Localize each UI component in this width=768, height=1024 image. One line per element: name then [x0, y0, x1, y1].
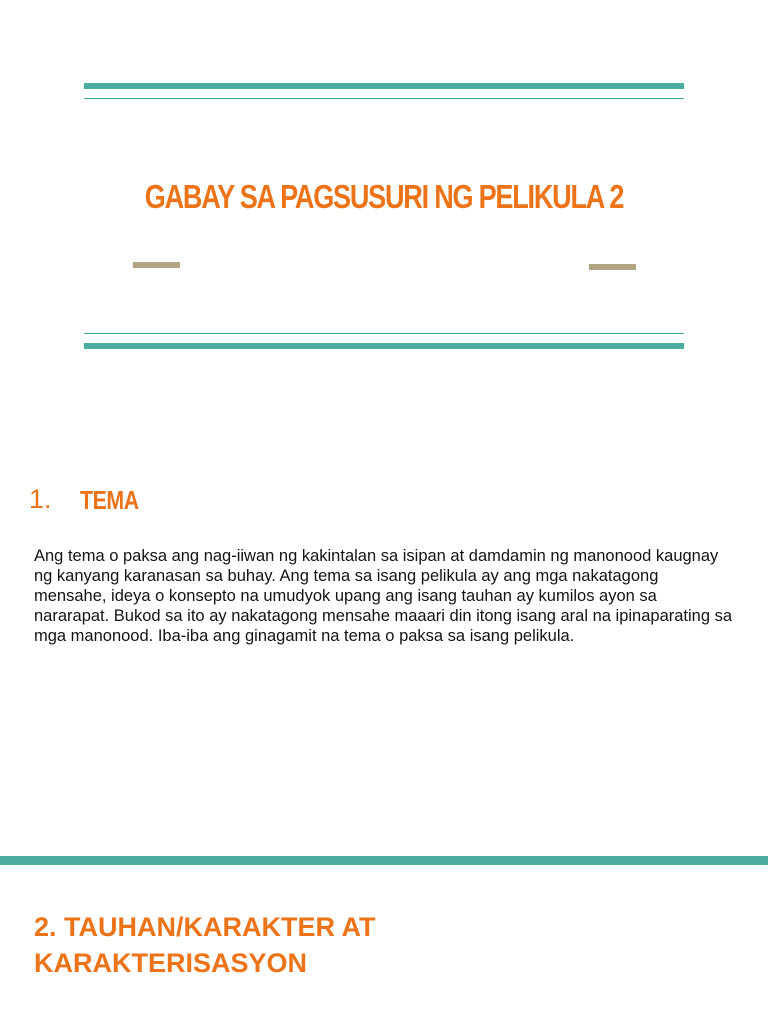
- page-title: GABAY SA PAGSUSURI NG PELIKULA 2: [144, 178, 624, 215]
- section-heading: TEMA: [80, 485, 139, 515]
- top-thick-rule: [84, 83, 684, 89]
- left-accent-dash: [133, 262, 180, 268]
- slide-divider-rule: [0, 856, 768, 865]
- section-body-text: Ang tema o paksa ang nag-iiwan ng kakintalan sa isipan at damdamin ng manonood kaugnay ng kanyang karanasan sa buhay. Ang tema sa isang pelikula ay ang mga nakatagong mensahe, ideya o konsepto na umudyok upang ang isang tauhan ay kumilos ayon sa nararapat. Bukod sa ito ay nakatagong mensahe maaari din itong isang aral na ipinaparating sa mga manonood. Iba-iba ang ginagamit na tema o paksa sa isang pelikula.: [34, 547, 733, 645]
- top-thin-rule: [84, 98, 684, 99]
- right-accent-dash: [589, 264, 636, 270]
- section-number: 1.: [29, 484, 52, 514]
- bottom-thin-rule: [84, 333, 684, 334]
- bottom-thick-rule: [84, 343, 684, 349]
- section-heading: 2. TAUHAN/KARAKTER AT KARAKTERISASYON: [34, 912, 376, 978]
